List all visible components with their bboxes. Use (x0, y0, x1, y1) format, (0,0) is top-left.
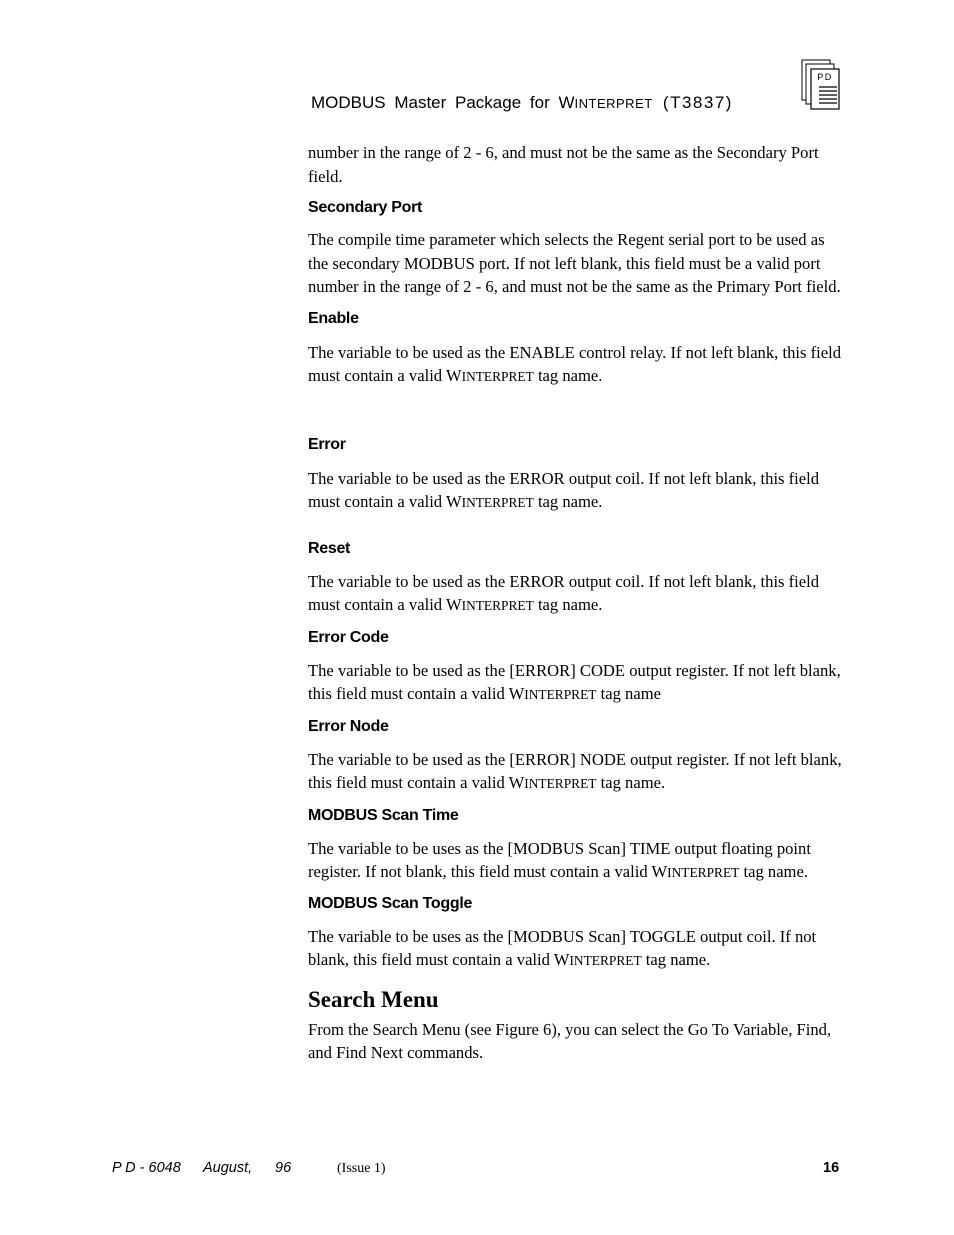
section-text-error-code: The variable to be used as the [ERROR] CODE output register. If not left blank, this field must contain a valid WINTERPRET tag name (308, 660, 841, 703)
footer-issue: (Issue 1) (337, 1161, 386, 1176)
header-title-smallcaps: INTERPRET (574, 96, 653, 111)
search-menu-text: From the Search Menu (see Figure 6), you can select the Go To Variable, Find, and Find Next commands. (308, 1019, 832, 1062)
intro-paragraph: number in the range of 2 - 6, and must not be the same as the Secondary Port field. (308, 143, 819, 186)
footer-doc-id: P D - 6048 (112, 1160, 181, 1176)
section-title-secondary-port: Secondary Port (308, 199, 423, 216)
section-title-modbus-scan-time: MODBUS Scan Time (308, 806, 459, 824)
header-code: (T3837) (652, 93, 733, 112)
main-content (308, 141, 848, 1065)
section-text-error-node: The variable to be used as the [ERROR] NODE output register. If not left blank, this field must contain a valid WINTERPRET tag name. (308, 749, 842, 792)
footer-month: August, (203, 1160, 253, 1176)
section-text-secondary-port: The compile time parameter which selects the Regent serial port to be used as the secondary MODBUS port. If not left blank, this field must be a valid port number in the range of 2 - 6, and must not be the same as the Primary Port field. (308, 230, 841, 296)
section-title-error-code: Error Code (308, 628, 389, 646)
section-title-reset: Reset (308, 539, 351, 557)
header-title: MODBUS Master Package for W (311, 93, 575, 112)
section-text-enable: The variable to be used as the ENABLE control relay. If not left blank, this field must contain a valid WINTERPRET tag name. (308, 342, 841, 385)
section-title-error: Error (308, 435, 346, 453)
footer-year: 96 (275, 1160, 292, 1176)
section-text-reset: The variable to be used as the ERROR output coil. If not left blank, this field must contain a valid WINTERPRET tag name. (308, 571, 820, 614)
section-title-enable: Enable (308, 309, 359, 327)
document-logo-icon (801, 59, 841, 110)
page-number: 16 (823, 1160, 840, 1176)
section-text-modbus-scan-time: The variable to be uses as the [MODBUS Scan] TIME output floating point register. If not blank, this field must contain a valid WINTERPRET tag name. (308, 838, 811, 881)
running-header (311, 93, 733, 113)
footer-doc-info (112, 1160, 291, 1176)
search-menu-heading: Search Menu (308, 986, 439, 1012)
section-text-error: The variable to be used as the ERROR output coil. If not left blank, this field must contain a valid WINTERPRET tag name. (308, 468, 820, 511)
section-text-modbus-scan-toggle: The variable to be uses as the [MODBUS Scan] TOGGLE output coil. If not blank, this field must contain a valid WINTERPRET tag name. (308, 926, 817, 969)
section-title-modbus-scan-toggle: MODBUS Scan Toggle (308, 894, 473, 912)
logo-text: PD (817, 72, 833, 82)
section-title-error-node: Error Node (308, 717, 389, 735)
